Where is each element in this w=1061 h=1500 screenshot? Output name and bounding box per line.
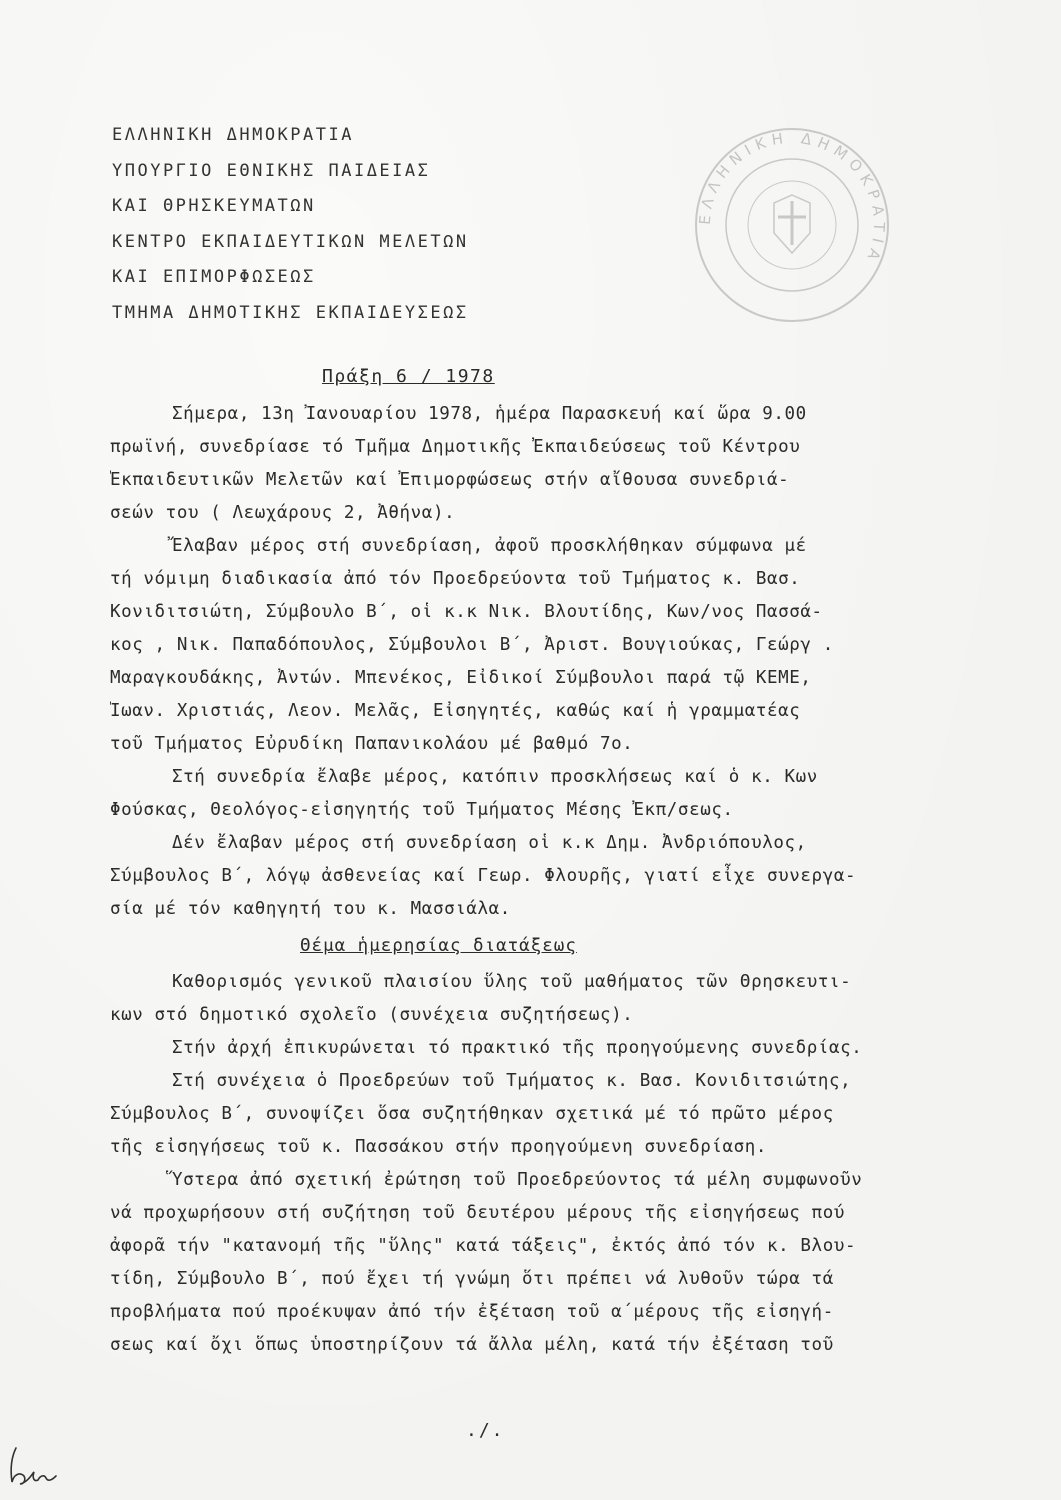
text-line: Στή συνεδρία ἔλαβε μέρος, κατόπιν προσκλήσεως καί ὁ κ. Κων bbox=[172, 767, 818, 787]
text-line: Καθορισμός γενικοῦ πλαισίου ὕλης τοῦ μαθήματος τῶν Θρησκευτι- bbox=[172, 972, 852, 992]
text-line: σία μέ τόν καθηγητή του κ. Μασσιάλα. bbox=[110, 899, 511, 919]
text-line: Φούσκας, Θεολόγος-εἰσηγητής τοῦ Τμήματος Μέσης Ἐκπ/σεως. bbox=[110, 800, 734, 820]
text-line: κων στό δημοτικό σχολεῖο (συνέχεια συζητήσεως). bbox=[110, 1005, 634, 1025]
letterhead bbox=[112, 118, 469, 331]
text-line: τῆς εἰσηγήσεως τοῦ κ. Πασσάκου στήν προηγούμενη συνεδρίαση. bbox=[110, 1137, 768, 1157]
text-line: τοῦ Τμήματος Εὐρυδίκη Παπανικολάου μέ βαθμό 7ο. bbox=[110, 734, 634, 754]
text-line: Ὕστερα ἀπό σχετική ἐρώτηση τοῦ Προεδρεύοντος τά μέλη συμφωνοῦν bbox=[172, 1170, 863, 1190]
official-seal-icon bbox=[692, 125, 892, 325]
letterhead-line: ΚΑΙ ΘΡΗΣΚΕΥΜΑΤΩΝ bbox=[112, 196, 316, 216]
text-line: προβλήματα πού προέκυψαν ἀπό τήν ἐξέταση τοῦ α΄μέρους τῆς εἰσηγή- bbox=[110, 1302, 834, 1322]
text-line: Στήν ἀρχή ἐπικυρώνεται τό πρακτικό τῆς προηγούμενης συνεδρίας. bbox=[172, 1038, 863, 1058]
agenda-heading: Θέμα ἡμερησίας διατάξεως bbox=[300, 936, 577, 956]
letterhead-line: ΕΛΛΗΝΙΚΗ ΔΗΜΟΚΡΑΤΙΑ bbox=[112, 125, 354, 145]
text-line: νά προχωρήσουν στή συζήτηση τοῦ δευτέρου μέρους τῆς εἰσηγήσεως πού bbox=[110, 1203, 845, 1223]
text-line: τίδη, Σύμβουλο Β΄, πού ἔχει τή γνώμη ὅτι πρέπει νά λυθοῦν τώρα τά bbox=[110, 1269, 834, 1289]
text-line: Ἔλαβαν μέρος στή συνεδρίαση, ἀφοῦ προσκλήθηκαν σύμφωνα μέ bbox=[172, 536, 807, 556]
text-line: Σύμβουλος Β΄, συνοψίζει ὅσα συζητήθηκαν σχετικά μέ τό πρῶτο μέρος bbox=[110, 1104, 834, 1124]
page-continuation-mark: ./. bbox=[466, 1420, 505, 1441]
svg-text:ΕΛΛΗΝΙΚΗ ΔΗΜΟΚΡΑΤΙΑ bbox=[696, 129, 889, 268]
text-line: σεως καί ὄχι ὅπως ὑποστηρίζουν τά ἄλλα μέλη, κατά τήν ἐξέταση τοῦ bbox=[110, 1335, 834, 1355]
text-line: ἀφορᾶ τήν "κατανομή τῆς "ὕλης" κατά τάξεις", ἐκτός ἀπό τόν κ. Βλου- bbox=[110, 1236, 857, 1256]
text-line: τή νόμιμη διαδικασία ἀπό τόν Προεδρεύοντα τοῦ Τμήματος κ. Βασ. bbox=[110, 569, 801, 589]
text-line: πρωϊνή, συνεδρίασε τό Τμῆμα Δημοτικῆς Ἐκπαιδεύσεως τοῦ Κέντρου bbox=[110, 437, 801, 457]
text-line: Δέν ἔλαβαν μέρος στή συνεδρίαση οἱ κ.κ Δημ. Ἀνδριόπουλος, bbox=[172, 833, 807, 853]
seal-text: ΕΛΛΗΝΙΚΗ ΔΗΜΟΚΡΑΤΙΑ bbox=[695, 128, 889, 268]
text-line: Σήμερα, 13η Ἰανουαρίου 1978, ἡμέρα Παρασκευή καί ὥρα 9.00 bbox=[172, 404, 807, 424]
document-body bbox=[110, 398, 1015, 1362]
letterhead-line: ΥΠΟΥΡΓΙΟ ΕΘΝΙΚΗΣ ΠΑΙΔΕΙΑΣ bbox=[112, 160, 431, 181]
text-line: σεών του ( Λεωχάρους 2, Ἀθήνα). bbox=[110, 503, 456, 523]
text-line: Μαραγκουδάκης, Ἀντών. Μπενέκος, Εἰδικοί Σύμβουλοι παρά τῷ ΚΕΜΕ, bbox=[110, 668, 812, 688]
text-line: Κονιδιτσιώτη, Σύμβουλο Β΄, οἱ κ.κ Νικ. Βλουτίδης, Κων/νος Πασσά- bbox=[110, 602, 823, 622]
letterhead-line: ΤΜΗΜΑ ΔΗΜΟΤΙΚΗΣ ΕΚΠΑΙΔΕΥΣΕΩΣ bbox=[112, 302, 469, 323]
letterhead-line: ΚΑΙ ΕΠΙΜΟΡΦΩΣΕΩΣ bbox=[112, 267, 316, 287]
text-line: κος , Νικ. Παπαδόπουλος, Σύμβουλοι Β΄, Ἀριστ. Βουγιούκας, Γεώργ . bbox=[110, 635, 834, 655]
letterhead-line: ΚΕΝΤΡΟ ΕΚΠΑΙΔΕΥΤΙΚΩΝ ΜΕΛΕΤΩΝ bbox=[112, 231, 469, 252]
text-line: Ἰωαν. Χριστιάς, Λεον. Μελᾶς, Εἰσηγητές, καθώς καί ἡ γραμματέας bbox=[110, 701, 801, 721]
document-title: Πράξη 6 / 1978 bbox=[322, 366, 495, 387]
text-line: Ἐκπαιδευτικῶν Μελετῶν καί Ἐπιμορφώσεως στήν αἴθουσα συνεδριά- bbox=[110, 470, 790, 490]
handwritten-signature-icon bbox=[2, 1442, 62, 1490]
text-line: Στή συνέχεια ὁ Προεδρεύων τοῦ Τμήματος κ. Βασ. Κονιδιτσιώτης, bbox=[172, 1071, 852, 1091]
text-line: Σύμβουλος Β΄, λόγῳ ἀσθενείας καί Γεωρ. Φλουρῆς, γιατί εἶχε συνεργα- bbox=[110, 866, 857, 886]
